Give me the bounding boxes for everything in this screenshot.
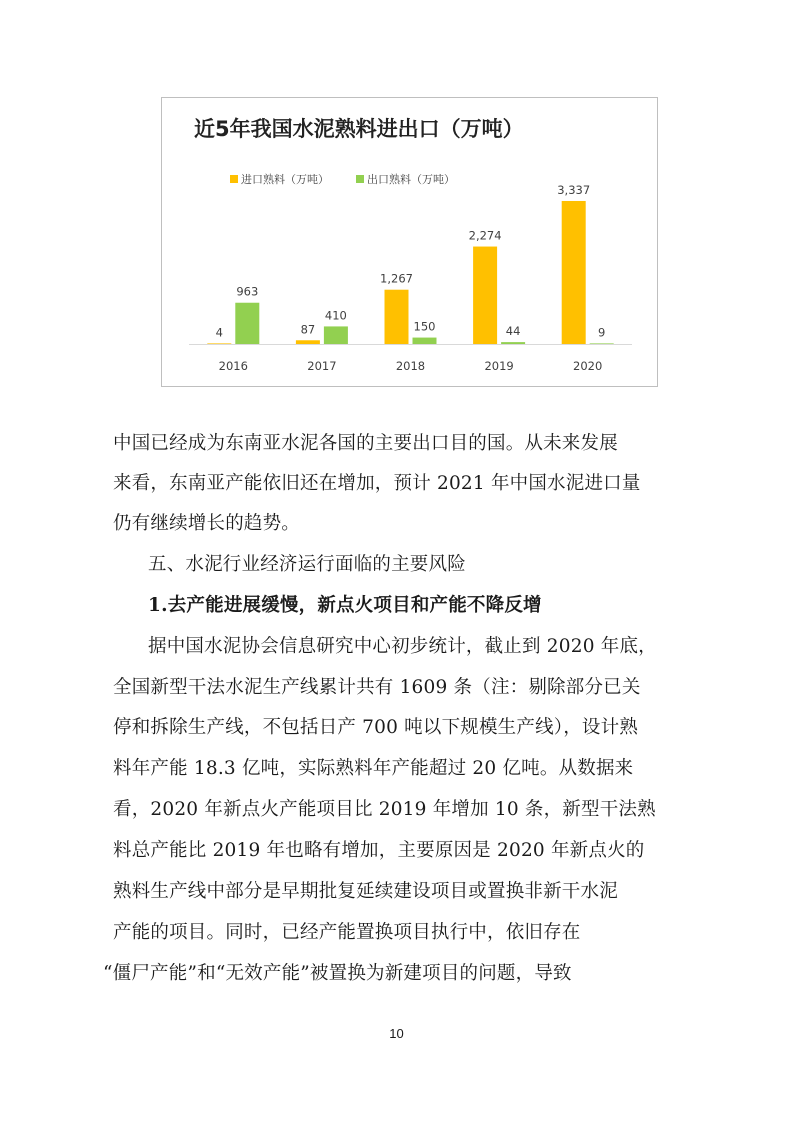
paragraph-line-9: 料总产能比 2019 年也略有增加，主要原因是 2020 年新点火的 (113, 840, 645, 861)
legend-swatch-2 (356, 175, 364, 183)
paragraph-line-11: 产能的项目。同时，已经产能置换项目执行中，依旧存在 (113, 922, 581, 943)
chart-title: 近5年我国水泥熟料进出口（万吨） (194, 117, 524, 141)
bar-import-2018 (385, 290, 409, 344)
data-label-export-2019: 44 (505, 324, 521, 339)
paragraph-line-4: 据中国水泥协会信息研究中心初步统计，截止到 2020 年底， (148, 636, 657, 657)
data-label-import-2018: 1,267 (380, 271, 413, 286)
x-tick-label-2016: 2016 (218, 359, 248, 373)
x-tick-label-2018: 2018 (395, 359, 426, 373)
paragraph-line-3: 仍有继续增长的趋势。 (113, 513, 301, 534)
data-label-export-2016: 963 (236, 284, 259, 299)
bar-import-2020 (562, 201, 586, 344)
bar-export-2019 (501, 342, 525, 344)
data-label-export-2018: 150 (413, 319, 436, 334)
data-label-export-2020: 9 (598, 325, 606, 340)
data-label-import-2016: 4 (215, 325, 223, 340)
bar-chart (162, 98, 657, 386)
legend-swatch-1 (230, 175, 238, 183)
paragraph-line-8: 看，2020 年新点火产能项目比 2019 年增加 10 条，新型干法熟 (113, 799, 656, 820)
x-tick-label-2017: 2017 (307, 359, 337, 373)
data-label-import-2019: 2,274 (468, 228, 502, 243)
paragraph-line-6: 停和拆除生产线，不包括日产 700 吨以下规模生产线），设计熟 (113, 717, 639, 738)
page-number: 10 (389, 1026, 404, 1041)
paragraph-line-5: 全国新型干法水泥生产线累计共有 1609 条（注：剔除部分已关 (113, 677, 641, 698)
legend-label-2: 出口熟料（万吨） (367, 173, 455, 186)
bar-export-2016 (235, 303, 259, 344)
bar-import-2017 (296, 340, 320, 344)
data-label-import-2020: 3,337 (557, 182, 591, 197)
section-heading: 五、水泥行业经济运行面临的主要风险 (148, 554, 466, 575)
paragraph-line-7: 料年产能 18.3 亿吨，实际熟料年产能超过 20 亿吨。从数据来 (113, 758, 634, 779)
legend-label-1: 进口熟料（万吨） (241, 173, 329, 186)
x-tick-label-2019: 2019 (484, 359, 514, 373)
paragraph-line-2: 来看，东南亚产能依旧还在增加，预计 2021 年中国水泥进口量 (113, 473, 641, 494)
paragraph-line-10: 熟料生产线中部分是早期批复延续建设项目或置换非新干水泥 (113, 881, 618, 902)
paragraph-line-12: “僵尸产能”和“无效产能”被置换为新建项目的问题，导致 (103, 963, 572, 984)
chart-container (161, 97, 658, 387)
data-label-import-2017: 87 (300, 322, 316, 337)
subsection-heading: 1.去产能进展缓慢，新点火项目和产能不降反增 (148, 595, 542, 616)
data-label-export-2017: 410 (324, 308, 347, 323)
bar-import-2016 (207, 343, 231, 344)
bar-import-2019 (473, 247, 497, 344)
bar-export-2018 (413, 338, 437, 344)
bar-export-2017 (324, 326, 348, 344)
x-tick-label-2020: 2020 (573, 359, 603, 373)
paragraph-line-1: 中国已经成为东南亚水泥各国的主要出口目的国。从未来发展 (113, 433, 618, 454)
bar-export-2020 (590, 343, 614, 344)
